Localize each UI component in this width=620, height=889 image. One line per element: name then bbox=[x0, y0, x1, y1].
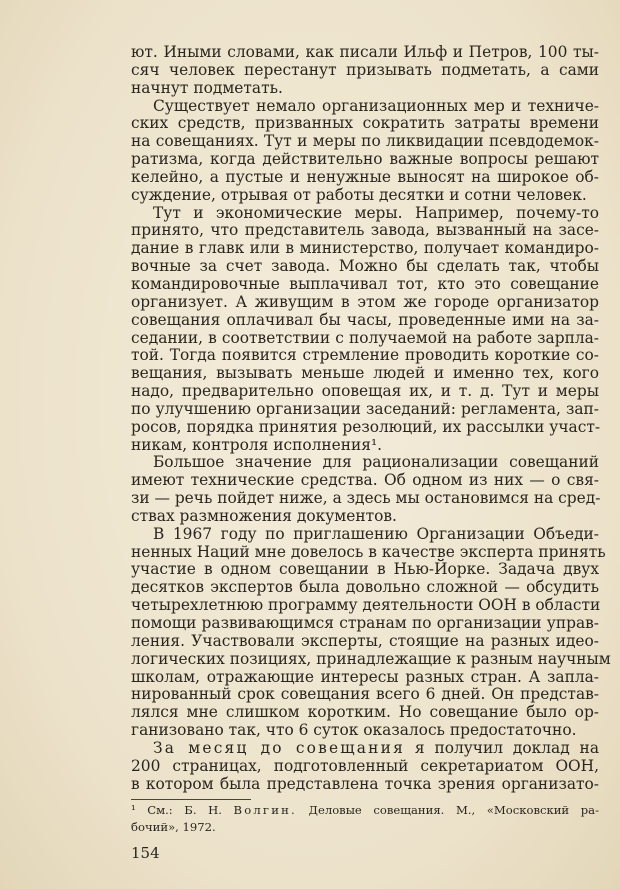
text-line: нированный срок совещания всего 6 дней. Он представ- bbox=[131, 685, 599, 704]
text-line: дание в главк или в министерство, получает командиро- bbox=[131, 239, 599, 258]
text-line: никам, контроля исполнения¹. bbox=[131, 435, 383, 454]
body-text bbox=[131, 43, 611, 793]
text-line: логических позициях, принадлежащие к разным научным bbox=[131, 649, 611, 668]
text-line: келейно, а пустые и ненужные выносят на широкое об- bbox=[131, 167, 599, 186]
text-line: суждение, отрывая от работы десятки и сотни человек. bbox=[131, 185, 587, 204]
text-line: ненных Наций мне довелось в качестве эксперта принять bbox=[131, 542, 606, 561]
text-line: За месяц до совещания я получил доклад на bbox=[153, 738, 599, 757]
footnote-author: Волгин. bbox=[233, 803, 297, 817]
text-line: зи — речь пойдет ниже, а здесь мы остановимся на сред- bbox=[131, 489, 601, 508]
text-line: десятков экспертов была довольно сложной — обсудить bbox=[131, 578, 599, 597]
text-line: вочные за счет завода. Можно бы сделать так, чтобы bbox=[131, 257, 599, 276]
page-number: 154 bbox=[131, 844, 160, 862]
footnote bbox=[131, 802, 599, 836]
text-line: командировочные выплачивал тот, кто это совещание bbox=[131, 274, 599, 293]
emphasized-phrase: За месяц до совещания bbox=[153, 738, 405, 757]
text-line: организует. А живущим в этом же городе организатор bbox=[131, 292, 599, 311]
footnote-line: ¹ См.: Б. Н. Волгин. Деловые совещания. М., «Московский ра- bbox=[131, 803, 599, 817]
text-line: надо, предварительно оповещая их, и т. д. Тут и меры bbox=[131, 382, 599, 401]
text-line: росов, порядка принятия резолюций, их рассылки участ- bbox=[131, 417, 601, 436]
text-line: той. Тогда появится стремление проводить короткие со- bbox=[131, 346, 599, 365]
text-line: в котором была представлена точка зрения организато- bbox=[131, 774, 599, 793]
text-line: В 1967 году по приглашению Организации Объеди- bbox=[153, 524, 599, 543]
text-line: принято, что представитель завода, вызванный на засе- bbox=[131, 221, 599, 240]
text-line: ратизма, когда действительно важные вопросы решают bbox=[131, 150, 599, 169]
text-line: ствах размножения документов. bbox=[131, 506, 397, 525]
text-line: помощи развивающимся странам по организации управ- bbox=[131, 614, 599, 632]
text-line: ских средств, призванных сократить затраты времени bbox=[131, 114, 599, 133]
text-line: по улучшению организации заседаний: регламента, зап- bbox=[131, 399, 599, 418]
text-line: совещания оплачивал бы часы, проведенные ими на за- bbox=[131, 310, 599, 329]
text-line: Существует немало организационных мер и техниче- bbox=[153, 96, 599, 115]
text-line: ганизовано так, что 6 суток оказалось предостаточно. bbox=[131, 721, 577, 740]
text-line: Тут и экономические меры. Например, почему-то bbox=[153, 203, 599, 222]
text-line: на совещаниях. Тут и меры по ликвидации псевдодемок- bbox=[131, 132, 599, 151]
text-line: вещания, вызывать меньше людей и именно тех, кого bbox=[131, 364, 599, 383]
text-line: имеют технические средства. Об одном из них — о свя- bbox=[131, 471, 599, 490]
text-line: ют. Иными словами, как писали Ильф и Петров, 100 ты- bbox=[131, 43, 599, 61]
footnote-line: бочий», 1972. bbox=[131, 820, 216, 834]
text-line: ления. Участвовали эксперты, стоящие на разных идео- bbox=[131, 631, 599, 650]
text-line: седании, в соответствии с получаемой на работе зарпла- bbox=[131, 328, 599, 347]
text-line: Большое значение для рационализации совещаний bbox=[153, 453, 599, 472]
text-line: сяч человек перестанут призывать подметать, а сами bbox=[131, 60, 599, 79]
text-line: лялся мне слишком коротким. Но совещание было ор- bbox=[131, 703, 599, 722]
text-line: четырехлетнюю программу деятельности ООН в области bbox=[131, 596, 601, 615]
text-line: участие в одном совещании в Нью-Йорке. Задача двух bbox=[131, 560, 599, 579]
text-line: школам, отражающие интересы разных стран. А запла- bbox=[131, 667, 599, 686]
text-line: начнут подметать. bbox=[131, 78, 283, 97]
footnote-rule bbox=[131, 799, 251, 800]
text-line: 200 страницах, подготовленный секретариатом ООН, bbox=[131, 756, 599, 775]
